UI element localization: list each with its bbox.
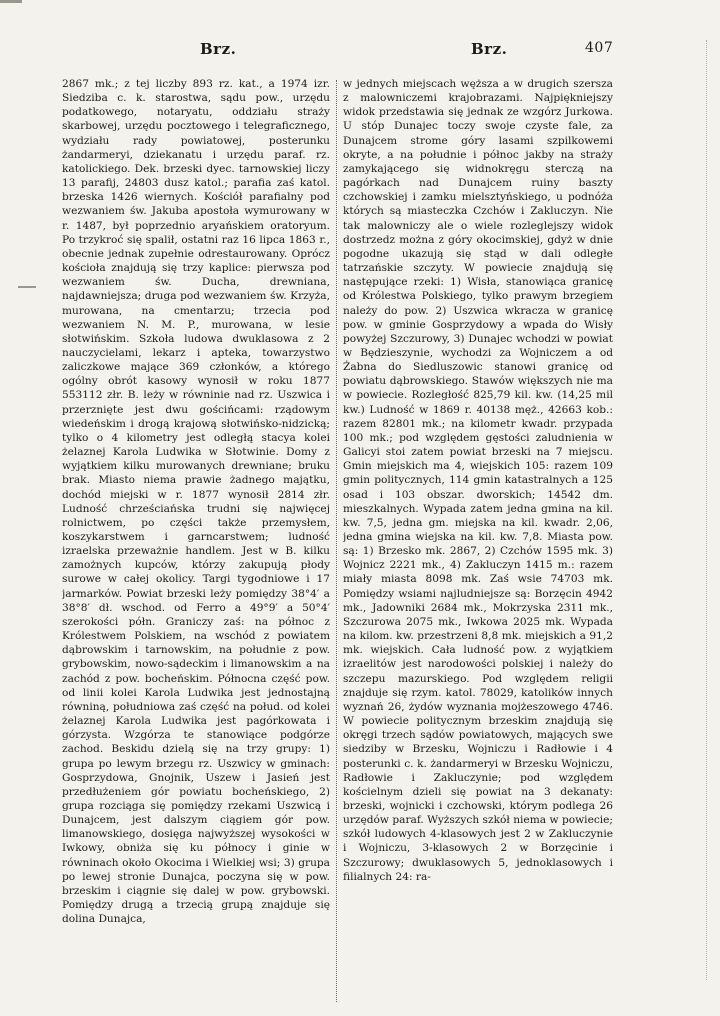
margin-mark bbox=[18, 286, 36, 288]
right-column-text: w jednych miejscach węższa a w drugich szersza z malowniczemi krajobrazami. Najpiękniejszy widok przedstawia się jednak ze wzgórz Jurkowa. U stóp Dunajec toczy swoje czyste fale, za Dunajcem strome góry lasami szpilkowemi okryte, a na południe i północ jakby na straży zamykającego się widnokręgu sterczą na pagórkach nad Dunajcem ruiny baszty czchowskiej i zamku mielsztyńskiego, u podnóża których są miasteczka Czchów i Zakluczyn. Nie tak malowniczy ale o wiele rozleglejszy widok dostrzedz można z góry okocimskiej, gdyż w dnie pogodne ukazują się stąd w dali odległe tatrzańskie szczyty. W powiecie znajdują się następujące rzeki: 1) Wisła, stanowiąca granicę od Królestwa Polskiego, tylko prawym brzegiem należy do pow. 2) Uszwica wkracza w granicę pow. w gminie Gosprzydowy a wpada do Wisły powyżej Szczurowy, 3) Dunajec wchodzi w powiat w Będzieszynie, wychodzi za Wojniczem a od Żabna do Siedluszowic stanowi granicę od powiatu dąbrowskiego. Stawów większych nie ma w powiecie. Rozległość 825,79 kil. kw. (14,25 mil kw.) Ludność w 1869 r. 40138 męż., 42663 kob.: razem 82801 mk.; na kilometr kwadr. przypada 100 mk.; pod względem gęstości zaludnienia w Galicyi stoi zatem powiat brzeski na 7 miejscu. Gmin miejskich ma 4, wiejskich 105: razem 109 gmin politycznych, 114 gmin katastralnych a 125 osad i 103 obszar. dworskich; 14542 dm. mieszkalnych. Wypada zatem jedna gmina na kil. kw. 7,5, jedna gm. miejska na kil. kwadr. 2,06, jedna gmina wiejska na kil. kw. 7,8. Miasta pow. są: 1) Brzesko mk. 2867, 2) Czchów 1595 mk. 3) Wojnicz 2221 mk., 4) Zakluczyn 1415 m.: razem miały miasta 8098 mk. Zaś wsie 74703 mk. Pomiędzy wsiami najludniejsze są: Borzęcin 4942 mk., Jadowniki 2684 mk., Mokrzyska 2311 mk., Szczurowa 2075 mk., Iwkowa 2025 mk. Wypada na kilom. kw. przestrzeni 8,8 mk. miejskich a 91,2 mk. wiejskich. Cała ludność pow. z wyjątkiem izraelitów jest narodowości polskiej i należy do szczepu mazurskiego. Pod względem religii znajduje się rzym. katol. 78029, katolików innych wyznań 26, żydów wyznania mojżeszowego 4746. W powiecie politycznym brzeskim znajdują się okręgi trzech sądów powiatowych, mających swe siedziby w Brzesku, Wojniczu i Radłowie i 4 posterunki c. k. żandarmeryi w Brzesku Wojniczu, Radłowie i Zakluczynie; pod względem kościelnym dzieli się powiat na 3 dekanaty: brzeski, wojnicki i czchowski, którym podlega 26 urzędów paraf. Wyższych szkół niema w powiecie; szkół ludowych 4-klasowych jest 2 w Zakluczynie i Wojniczu, 3-klasowych 2 w Borzęcinie i Szczurowy; dwuklasowych 5, jednoklasowych i filialnych 24: ra- bbox=[343, 78, 613, 883]
scan-edge-mark bbox=[0, 0, 22, 3]
page-number: 407 bbox=[585, 40, 614, 56]
scan-right-edge bbox=[706, 40, 708, 980]
column-divider bbox=[336, 80, 338, 1002]
left-column-text: 2867 mk.; z tej liczby 893 rz. kat., a 1974 izr. Siedziba c. k. starostwa, sądu pow., urzędu podatkowego, notaryatu, oddziału straży skarbowej, urzędu pocztowego i telegraficznego, wydziału rady powiatowej, posterunku żandarmeryi, dziekanatu i urzędu paraf. rz. katolickiego. Dek. brzeski dyec. tarnowskiej liczy 13 parafij, 24803 dusz katol.; parafia zaś katol. brzeska 1426 wiernych. Kościół parafialny pod wezwaniem św. Jakuba apostoła wymurowany w r. 1487, był poprzednio aryańskiem oratoryum. Po trzykroć się spalił, ostatni raz 16 lipca 1863 r., obecnie jednak zupełnie odrestaurowany. Oprócz kościoła znajdują się trzy kaplice: pierwsza pod wezwaniem św. Ducha, drewniana, najdawniejsza; druga pod wezwaniem św. Krzyża, murowana, na cmentarzu; trzecia pod wezwaniem N. M. P., murowana, w lesie słotwińskim. Szkoła ludowa dwuklasowa z 2 nauczycielami, lekarz i apteka, towarzystwo zaliczkowe mające 369 członków, a którego ogólny obrót kasowy wynosił w roku 1877 553112 złr. B. leży w równinie nad rz. Uszwica i przerznięte jest dwu gościńcami: rządowym wiedeńskim i drogą krajową słotwińsko-nidzicką; tylko o 4 kilometry jest odległą stacya kolei żelaznej Karola Ludwika w Słotwinie. Domy z wyjątkiem kilku murowanych drewniane; bruku brak. Miasto niema prawie żadnego majątku, dochód miejski w r. 1877 wynosił 2814 złr. Ludność chrześciańska trudni się najwięcej rolnictwem, po części także przemysłem, koszykarstwem i garncarstwem; ludność izraelska przeważnie handlem. Jest w B. kilku zamożnych kupców, którzy zakupują płody surowe w całej okolicy. Targi tygodniowe i 17 jarmarków. Powiat brzeski leży pomiędzy 38°4′ a 38°8′ dł. wschod. od Ferro a 49°9′ a 50°4′ szerokości półn. Graniczy zaś: na północ z Królestwem Polskiem, na wschód z powiatem dąbrowskim i tarnowskim, na południe z pow. grybowskim, nowo-sądeckim i limanowskim a na zachód z pow. bocheńskim. Północna część pow. od linii kolei Karola Ludwika jest jednostajną równiną, południowa zaś część na połud. od kolei żelaznej Karola Ludwika jest pagórkowata i górzysta. Wzgórza te stanowiące podgórze zachod. Beskidu dzielą się na trzy grupy: 1) grupa po lewym brzegu rz. Uszwicy w gminach: Gosprzydowa, Gnojnik, Uszew i Jasień jest przedłużeniem gór powiatu bocheńskiego, 2) grupa rozciąga się pomiędzy rzekami Uszwicą i Dunajcem, jest dalszym ciągiem gór pow. limanowskiego, dosięga najwyższej wysokości w Iwkowy, obniża się ku północy i ginie w równinach około Okocima i Wielkiej wsi; 3) grupa po lewej stronie Dunajca, poczyna się w pow. brzeskim i ciągnie się dalej w pow. grybowski. Pomiędzy drugą a trzecią grupą znajduje się dolina Dunajca, bbox=[62, 78, 330, 926]
running-head-left: Brz. bbox=[200, 40, 237, 58]
running-head-right: Brz. bbox=[471, 40, 508, 58]
